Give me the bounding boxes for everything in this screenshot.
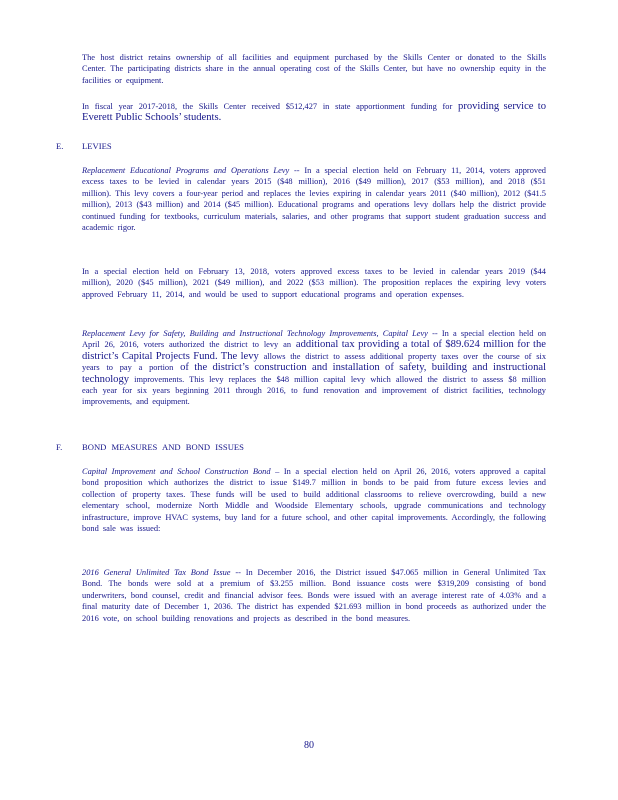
capital-levy-text-b: additional tax providing a total of $89.624 million for the district’s Capital Projects Fund. The levy xyxy=(82,339,547,362)
capital-bond-title: Capital Improvement and School Construction Bond xyxy=(82,467,271,476)
bond-issue-2016-paragraph xyxy=(82,567,546,624)
capital-levy-text-a: -- In a special election held on April 26, 2016, voters authorized the district to levy an xyxy=(82,329,547,350)
skills-center-ownership-text: The host district retains ownership of all facilities and equipment purchased by the Skills Center or donated to the Skills Center. The participating districts share in the annual operating cost of the Skills Center, but have no ownership equity in the facilities or equipment. xyxy=(82,53,546,85)
skills-center-funding-paragraph xyxy=(82,101,546,124)
capital-bond-paragraph xyxy=(82,466,546,534)
capital-levy-text-d: of the district’s construction and installation of safety, building and instructional technology xyxy=(82,362,547,385)
replacement-eo-levy-paragraph xyxy=(82,165,546,233)
levy-2018-election-text: In a special election held on February 13, 2018, voters approved excess taxes to be levied in calendar years 2019 ($44 million), 2020 ($45 million), 2021 ($49 million), and 2022 ($53 million). The proposition replaces the expiring levy voters approved February 11, 2014, and would be used to support educational programs and operation expenses. xyxy=(82,267,546,299)
page-number: 80 xyxy=(304,740,314,751)
capital-levy-text-c: allows the district to assess additional property taxes over the course of six years to pay a portion xyxy=(82,351,547,373)
skills-center-ownership-paragraph xyxy=(82,52,546,86)
section-heading-bonds xyxy=(56,442,244,453)
bond-issue-2016-text: -- In December 2016, the District issued $47.065 million in General Unlimited Tax Bond. The bonds were sold at a premium of $3.255 million. Bond issuance costs were $319,209 consisting of bond underwriters, bond counsel, credit and financial advisor fees. Bonds were issued with an average interest rate of 4.03% and a final maturity date of December 1, 2036. The district has expended $21.693 million in bond proceeds as authorized under the 2016 vote, on school building renovations and projects as described in the bond measures. xyxy=(82,568,546,623)
capital-levy-paragraph xyxy=(82,328,546,408)
capital-bond-text: – In a special election held on April 26, 2016, voters approved a capital bond proposition which authorizes the district to issue $149.7 million in bonds to be paid from future excess levies and collection of property taxes. These funds will be used to build additional classrooms to relieve overcrowding, build a new elementary school, modernize North Middle and Woodside Elementary schools, upgrade communications and technology infrastructure, improve HVAC systems, buy land for a future school, and other capital improvements. Accordingly, the following bond sale was issued: xyxy=(82,467,546,534)
section-letter-f: F. xyxy=(56,442,63,452)
skills-center-funding-text: In fiscal year 2017-2018, the Skills Center received $512,427 in state apportionment funding for xyxy=(82,102,453,111)
replacement-eo-levy-text: -- In a special election held on February 11, 2014, voters approved excess taxes to be levied in calendar years 2015 ($48 million), 2016 ($49 million), 2017 ($53 million), and 2018 ($51 million). This levy covers a four-year period and replaces the levies expiring in calendar years 2011 ($40 million), 2012 ($41.5 million), 2013 ($43 million) and 2014 ($45 million). Educational programs and operations levy dollars help the district provide continued funding for textbooks, curriculum materials, salaries, and other programs that support student graduation success and academic rigor. xyxy=(82,166,546,233)
section-title-bonds: BOND MEASURES AND BOND ISSUES xyxy=(82,442,244,452)
levy-2018-election-paragraph xyxy=(82,266,546,300)
capital-levy-title: Replacement Levy for Safety, Building and Instructional Technology Improvements, Capital Levy xyxy=(82,329,428,338)
bond-issue-2016-title: 2016 General Unlimited Tax Bond Issue xyxy=(82,568,231,577)
section-heading-levies xyxy=(56,141,112,152)
capital-levy-text-e: improvements. This levy replaces the $48 million capital levy which allowed the district to assess $8 million each year for six years beginning 2011 through 2016, to fund renovation and improvement of district facilities, technology improvements, and equipment. xyxy=(82,374,546,407)
section-title-levies: LEVIES xyxy=(82,141,112,151)
section-letter-e: E. xyxy=(56,141,64,151)
skills-center-funding-text-continued: providing service to Everett Public Schools’ students. xyxy=(82,101,547,124)
replacement-eo-levy-title: Replacement Educational Programs and Operations Levy xyxy=(82,166,290,175)
